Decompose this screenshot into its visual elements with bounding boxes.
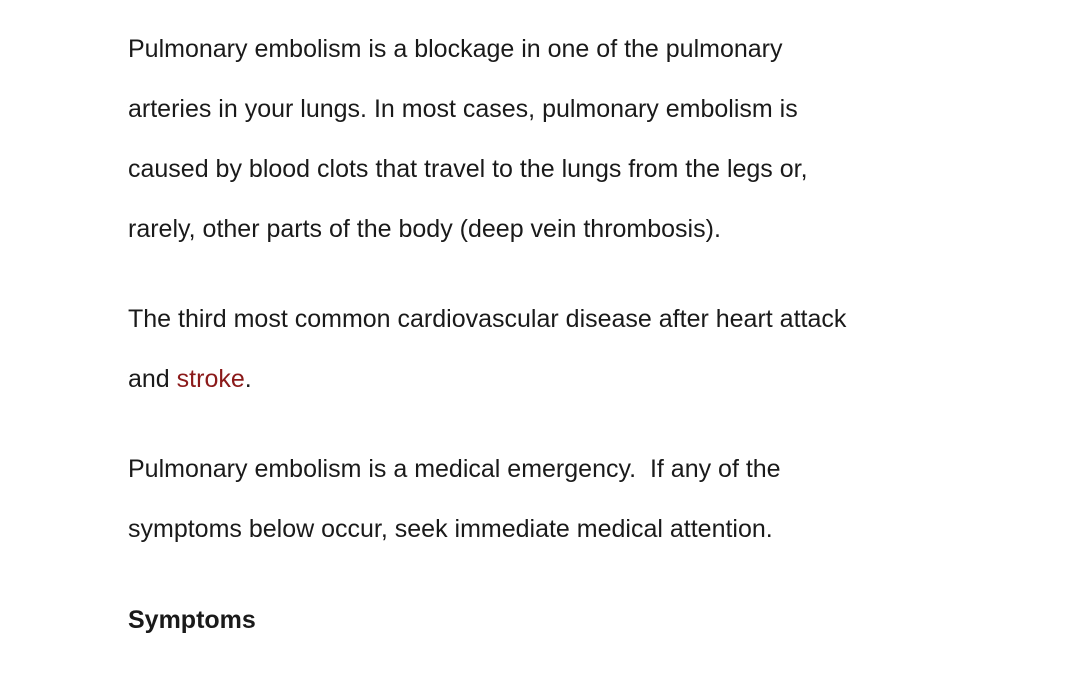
intro-line-2: arteries in your lungs. In most cases, pulmonary embolism is: [128, 95, 798, 123]
symptoms-heading: Symptoms: [128, 606, 256, 634]
intro-line-4: rarely, other parts of the body (deep vein thrombosis).: [128, 215, 721, 243]
prevalence-line-1: The third most common cardiovascular disease after heart attack: [128, 305, 847, 333]
prevalence-line-2: [128, 349, 968, 409]
prevalence-line-2-prefix: and: [128, 365, 177, 393]
stroke-link[interactable]: stroke: [176, 365, 245, 393]
emergency-line-1: Pulmonary embolism is a medical emergency. If any of the: [128, 455, 781, 483]
prevalence-paragraph: [128, 289, 968, 409]
intro-line-3: caused by blood clots that travel to the lungs from the legs or,: [128, 155, 808, 183]
prevalence-line-2-suffix: .: [244, 365, 252, 393]
emergency-line-2: symptoms below occur, seek immediate medical attention.: [128, 515, 773, 543]
intro-line-1: Pulmonary embolism is a blockage in one of the pulmonary: [128, 35, 783, 63]
emergency-paragraph: [128, 439, 968, 559]
intro-paragraph: [128, 19, 968, 259]
